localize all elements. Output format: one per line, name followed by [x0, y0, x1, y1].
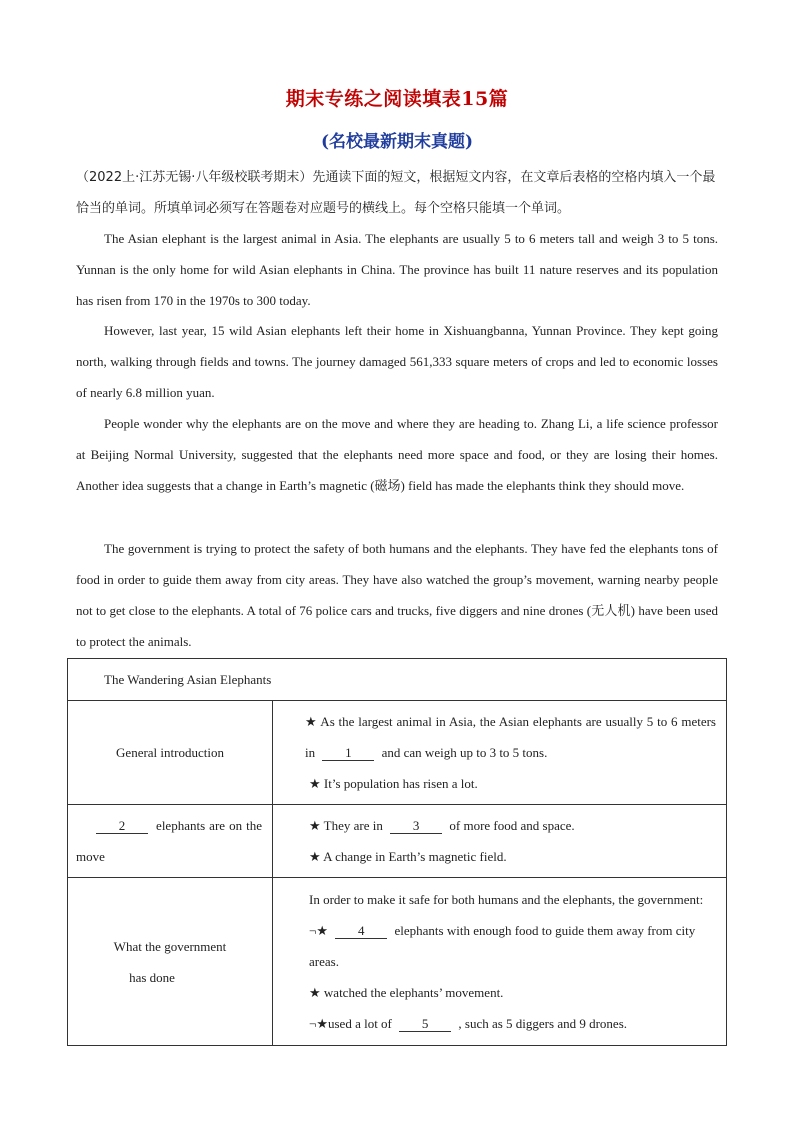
row-content-government — [273, 878, 727, 1046]
page-subtitle: (名校最新期末真题) — [320, 132, 474, 152]
row-content-on-move — [273, 805, 727, 878]
passage-paragraph-2: However, last year, 15 wild Asian elephants left their home in Xishuangbanna, Yunnan Province. They kept going north, walking through fields and towns. The journey damaged 561,333 square meters of crops and led to economic losses of nearly 6.8 million yuan. — [76, 323, 718, 400]
row-label-general: General introduction — [68, 701, 273, 805]
table-row — [68, 878, 727, 1046]
answer-blank-2[interactable]: 2 — [96, 818, 148, 834]
fill-in-table — [67, 658, 727, 1046]
content-line: ¬★used a lot of 5 , such as 5 diggers and 9 drones. — [309, 1016, 627, 1031]
page-title: 期末专练之阅读填表15篇 — [285, 88, 509, 110]
content-line: ¬★ 4 elephants with enough food to guide them away from city areas. — [309, 923, 696, 969]
content-line: ★ It’s population has risen a lot. — [309, 776, 478, 791]
answer-blank-3[interactable]: 3 — [390, 818, 442, 834]
answer-blank-5[interactable]: 5 — [399, 1016, 451, 1032]
content-line: ★ watched the elephants’ movement. — [309, 985, 504, 1000]
row-label-on-move: 2 elephants are on the move — [68, 805, 273, 878]
content-line: ★ A change in Earth’s magnetic field. — [309, 849, 507, 864]
exercise-instructions: （2022上·江苏无锡·八年级校联考期末）先通读下面的短文，根据短文内容，在文章后表格的空格内填入一个最恰当的单词。所填单词必须写在答题卷对应题号的横线上。每个空格只能填一个单词。 — [76, 170, 716, 216]
row-label-government: What the government has done — [68, 878, 273, 1046]
content-line: ★ As the largest animal in Asia, the Asian elephants are usually 5 to 6 meters in 1 and can weigh up to 3 to 5 tons. — [305, 714, 716, 760]
table-title-row — [68, 659, 727, 701]
passage-paragraph-3: People wonder why the elephants are on the move and where they are heading to. Zhang Li, a life science professor at Beijing Normal University, suggested that the elephants need more space and food, or they are losing their homes. Another idea suggests that a change in Earth’s magnetic (磁场) field has made the elephants think they should move. — [76, 416, 718, 493]
table-title: The Wandering Asian Elephants — [68, 659, 727, 701]
table-row — [68, 805, 727, 878]
passage-paragraph-4: The government is trying to protect the safety of both humans and the elephants. They have fed the elephants tons of food in order to guide them away from city areas. They have also watched the group’s movement, warning nearby people not to get close to the elephants. A total of 76 police cars and trucks, five diggers and nine drones (无人机) have been used to protect the animals. — [76, 541, 718, 649]
passage-paragraph-1: The Asian elephant is the largest animal in Asia. The elephants are usually 5 to 6 meters tall and weigh 3 to 5 tons. Yunnan is the only home for wild Asian elephants in China. The province has built 11 nature reserves and its population has risen from 170 in the 1970s to 300 today. — [76, 231, 718, 308]
content-line: ★ They are in 3 of more food and space. — [309, 818, 575, 833]
row-content-general — [273, 701, 727, 805]
content-line: In order to make it safe for both humans and the elephants, the government: — [309, 892, 704, 907]
answer-blank-4[interactable]: 4 — [335, 923, 387, 939]
answer-blank-1[interactable]: 1 — [322, 745, 374, 761]
table-row — [68, 701, 727, 805]
